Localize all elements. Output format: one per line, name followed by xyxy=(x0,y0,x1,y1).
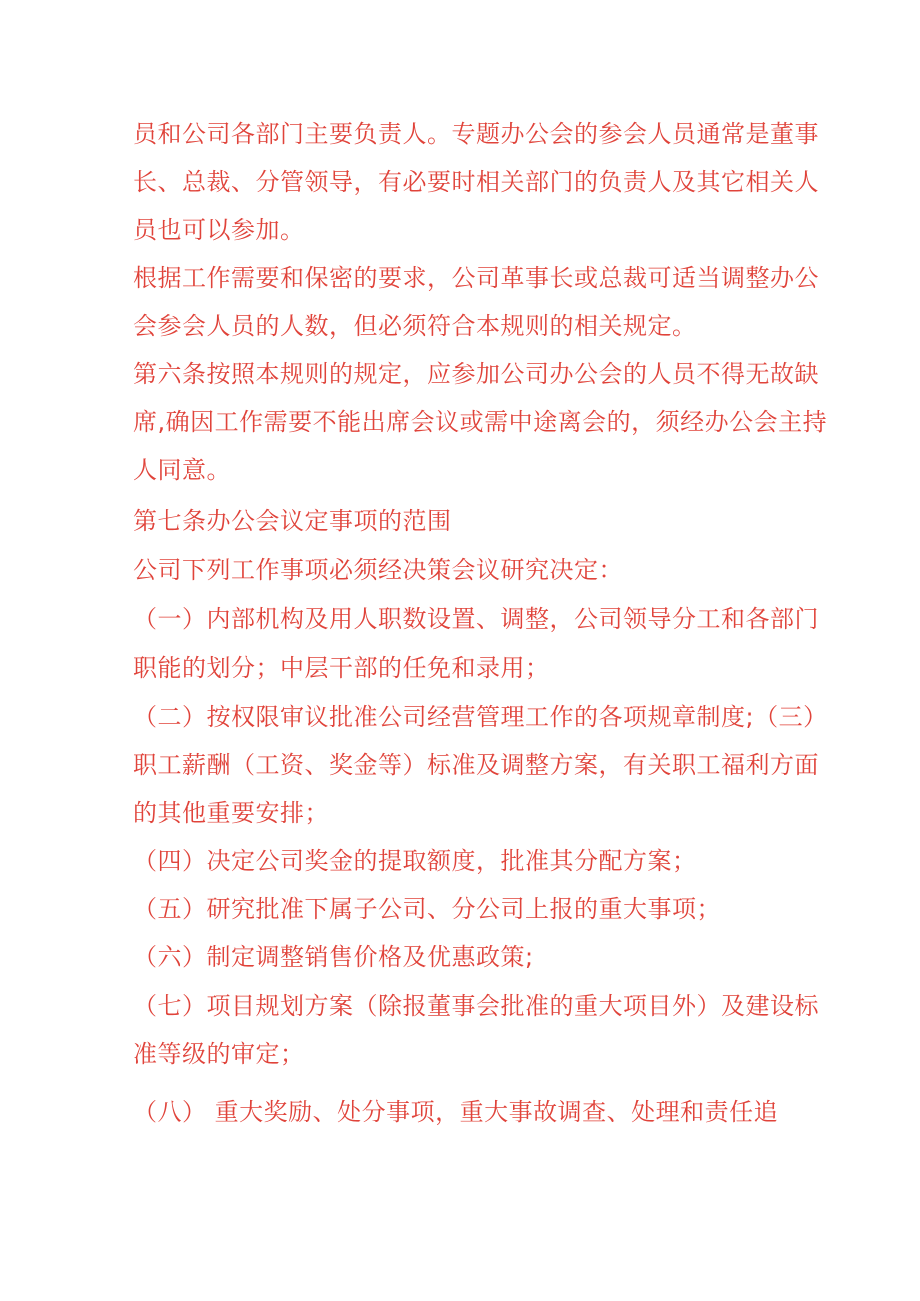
text-line-17: （五）研究批准下属子公司、分公司上报的重大事项； xyxy=(133,895,721,923)
text-line-21: （八） 重大奖励、处分事项，重大事故调查、处理和责任追 xyxy=(133,1098,779,1126)
text-line-5: 会参会人员的人数，但必须符合本规则的相关规定。 xyxy=(133,312,697,340)
text-line-11: （一）内部机构及用人职数设置、调整，公司领导分工和各部门 xyxy=(133,605,819,633)
text-line-14: 职工薪酬（工资、奖金等）标准及调整方案，有关职工福利方面 xyxy=(133,751,819,779)
text-line-19: （七）项目规划方案（除报董事会批准的重大项目外）及建设标 xyxy=(133,992,819,1020)
text-line-6: 第六条按照本规则的规定，应参加公司办公会的人员不得无故缺 xyxy=(133,360,819,388)
text-line-8: 人同意。 xyxy=(133,456,231,484)
text-line-18: （六）制定调整销售价格及优惠政策; xyxy=(133,943,534,971)
text-line-7: 席,确因工作需要不能出席会议或需中途离会的，须经办公会主持 xyxy=(133,408,828,436)
text-line-12: 职能的划分；中层干部的任免和录用； xyxy=(133,654,550,682)
text-line-16: （四）决定公司奖金的提取额度，批准其分配方案； xyxy=(133,847,697,875)
text-line-2: 长、总裁、分管领导，有必要时相关部门的负责人及其它相关人 xyxy=(133,168,819,196)
text-line-20: 准等级的审定； xyxy=(133,1040,305,1068)
text-line-10: 公司下列工作事项必须经决策会议研究决定： xyxy=(133,556,623,584)
text-line-13: （二）按权限审议批准公司经营管理工作的各项规章制度;（三） xyxy=(133,703,828,731)
section-heading: 第七条办公会议定事项的范围 xyxy=(133,507,452,535)
text-line-3: 员也可以参加。 xyxy=(133,216,305,244)
text-line-1: 员和公司各部门主要负责人。专题办公会的参会人员通常是董事 xyxy=(133,120,819,148)
text-line-15: 的其他重要安排； xyxy=(133,799,329,827)
text-line-4: 根据工作需要和保密的要求，公司革事长或总裁可适当调整办公 xyxy=(133,264,819,292)
